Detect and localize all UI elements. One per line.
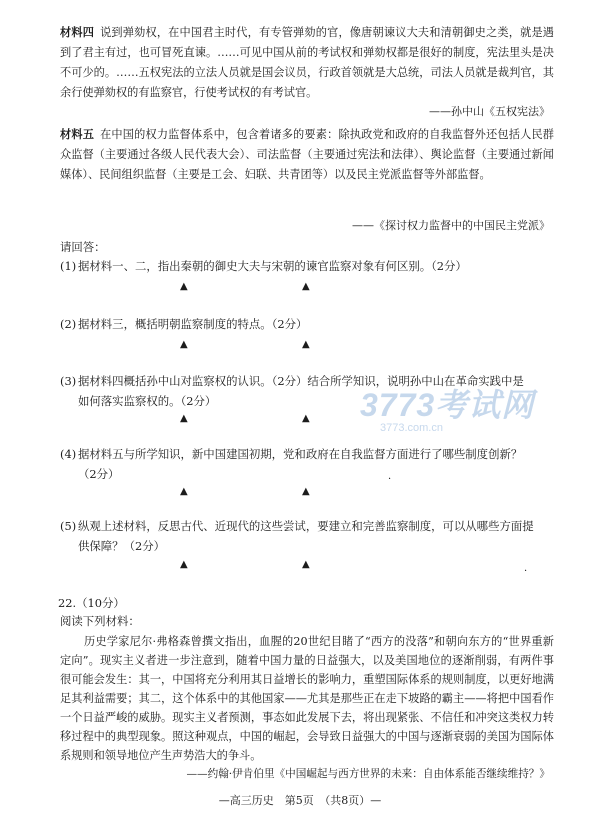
watermark-url: 3773.com.cn bbox=[380, 422, 443, 434]
question-3-number: (3) bbox=[60, 374, 77, 388]
question-22-header: 22.（10分） bbox=[58, 596, 125, 610]
answer-mark-q5-b: ▲ bbox=[302, 559, 310, 570]
watermark-logo-text: 3773考试网 bbox=[360, 387, 535, 423]
question-22-intro: 阅读下列材料： bbox=[60, 614, 140, 628]
material-4-label: 材料四 bbox=[60, 25, 95, 39]
question-3-text-line2: 如何落实监察权的。（2分） bbox=[78, 394, 217, 408]
answer-mark-q3-a: ▲ bbox=[180, 413, 188, 424]
answer-mark-q3-b: ▲ bbox=[302, 413, 310, 424]
question-4-number: (4) bbox=[60, 447, 77, 461]
question-4 bbox=[60, 444, 556, 484]
question-1 bbox=[60, 256, 556, 276]
question-2 bbox=[60, 314, 556, 334]
material-5 bbox=[60, 124, 554, 185]
question-5 bbox=[60, 516, 556, 556]
material-4-source: ——孙中山《五权宪法》 bbox=[429, 105, 550, 118]
material-5-text: 在中国的权力监督体系中，包含着诸多的要素：除执政党和政府的自我监督外还包括人民群众监督（主要通过各级人民代表大会）、司法监督（主要通过宪法和法律）、舆论监督（主要通过新闻媒体）、民间组织监督（主要是工会、妇联、共青团等）以及民主党派监督等外部监督。 bbox=[60, 128, 554, 181]
question-22-material: 历史学家尼尔·弗格森曾撰文指出，血腥的20世纪目睹了“西方的没落”和朝向东方的“世界重新定向”。现实主义者进一步注意到，随着中国力量的日益强大，以及美国地位的逐渐削弱，有两件事很可能会发生：其一，中国将充分利用其日益增长的影响力，重塑国际体系的规则制度，以更好地满足其利益需要；其二，这个体系中的其他国家——尤其是那些正在走下坡路的霸主——将把中国看作一个日益严峻的威胁。现实主义者预测，事态如此发展下去，将出现紧张、不信任和冲突这类权力转移过程中的典型现象。照这种观点，中国的崛起，会导致日益强大的中国与逐渐衰弱的美国为国际体系规则和领导地位产生声势浩大的争斗。 bbox=[60, 635, 554, 762]
answer-mark-q1-b: ▲ bbox=[302, 281, 310, 292]
material-4-text: 说到弹劾权，在中国君主时代，有专管弹劾的官，像唐朝谏议大夫和清朝御史之类，就是遇到了君主有过，也可冒死直谏。……可见中国从前的考试权和弹劾权都是很好的制度，宪法里头是决不可少的。……五权宪法的立法人员就是国会议员，行政首领就是大总统，司法人员就是裁判官，其余行使弹劾权的有监察官，行使考试权的有考试官。 bbox=[60, 26, 554, 99]
question-3-text-line1: 据材料四概括孙中山对监察权的认识。（2分）结合所学知识，说明孙中山在革命实践中是 bbox=[78, 374, 524, 388]
answer-mark-q4-b: ▲ bbox=[302, 486, 310, 497]
scan-speck: · bbox=[524, 566, 528, 577]
answer-prompt: 请回答： bbox=[60, 240, 106, 254]
material-5-source: ——《探讨权力监督中的中国民主党派》 bbox=[352, 219, 550, 232]
answer-mark-q4-a: ▲ bbox=[180, 486, 188, 497]
answer-mark-q2-a: ▲ bbox=[180, 339, 188, 350]
material-5-label: 材料五 bbox=[60, 127, 95, 141]
question-2-number: (2) bbox=[60, 317, 77, 331]
question-2-text: 据材料三，概括明朝监察制度的特点。（2分） bbox=[78, 317, 308, 331]
question-5-text-line1: 纵观上述材料，反思古代、近现代的这些尝试，要建立和完善监察制度，可以从哪些方面提 bbox=[78, 519, 534, 533]
question-5-text-line2: 供保障？（2分） bbox=[78, 539, 165, 553]
question-4-text-line2: （2分） bbox=[78, 467, 120, 481]
material-4 bbox=[60, 22, 554, 103]
answer-mark-q5-a: ▲ bbox=[180, 559, 188, 570]
scan-speck: · bbox=[388, 474, 392, 485]
question-1-text: 据材料一、二，指出秦朝的御史大夫与宋朝的谏官监察对象有何区别。（2分） bbox=[78, 259, 467, 273]
question-5-number: (5) bbox=[60, 519, 77, 533]
question-1-number: (1) bbox=[60, 259, 77, 273]
answer-mark-q2-b: ▲ bbox=[302, 339, 310, 350]
answer-mark-q1-a: ▲ bbox=[180, 281, 188, 292]
site-watermark bbox=[360, 388, 534, 434]
page-footer: —高三历史 第5页 （共8页）— bbox=[218, 794, 382, 807]
question-4-text-line1: 据材料五与所学知识，新中国建国初期，党和政府在自我监督方面进行了哪些制度创新？ bbox=[78, 447, 523, 461]
question-22-source: ——约翰·伊肯伯里《中国崛起与西方世界的未来：自由体系能否继续维持？》 bbox=[186, 768, 550, 780]
